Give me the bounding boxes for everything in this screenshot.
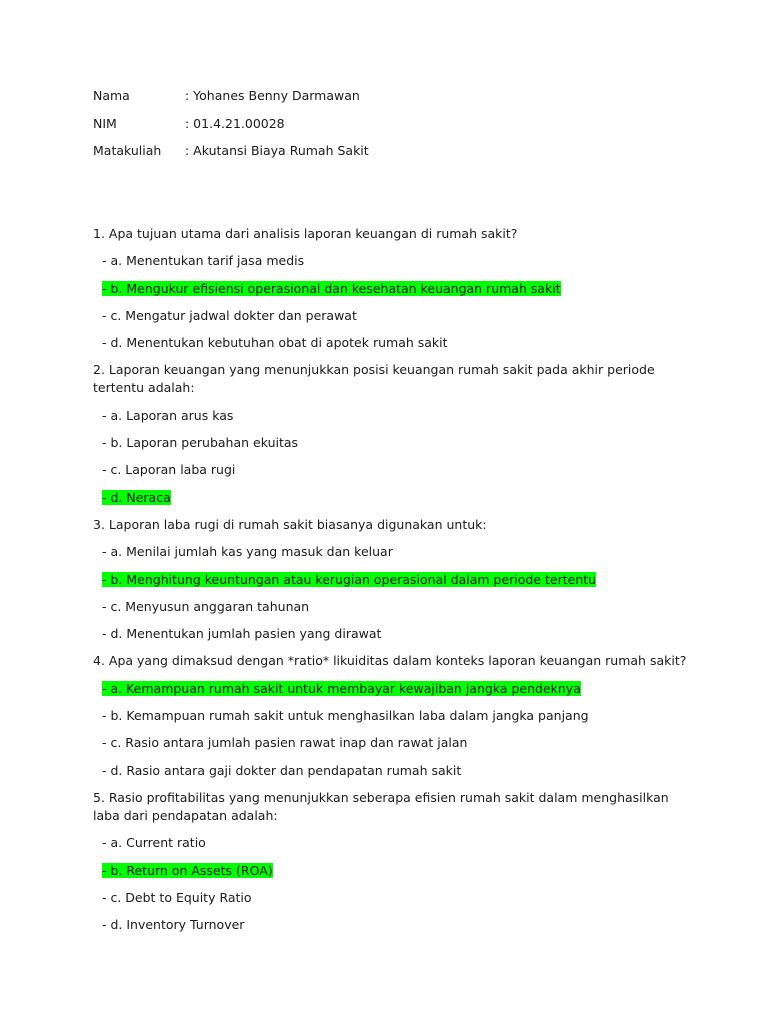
answer-option-highlighted: - b. Menghitung keuntungan atau kerugian operasional dalam periode tertentu: [102, 571, 597, 587]
answer-option: [93, 280, 693, 298]
question-text: 1. Apa tujuan utama dari analisis laporan keuangan di rumah sakit?: [93, 226, 518, 241]
answer-option: [93, 571, 693, 589]
answer-option: [93, 307, 693, 325]
answer-option-text: - a. Laporan arus kas: [102, 407, 234, 423]
info-row: [93, 88, 369, 116]
answer-option-highlighted: - b. Return on Assets (ROA): [102, 862, 273, 878]
info-value: : Yohanes Benny Darmawan: [185, 88, 360, 103]
answer-option-highlighted: - b. Mengukur efisiensi operasional dan kesehatan keuangan rumah sakit: [102, 280, 561, 296]
answer-option-text: - d. Menentukan kebutuhan obat di apotek rumah sakit: [102, 335, 448, 351]
info-row: [93, 143, 369, 171]
answer-option-text: - b. Kemampuan rumah sakit untuk menghasilkan laba dalam jangka panjang: [102, 708, 589, 724]
answer-option-highlighted: - d. Neraca: [102, 489, 171, 505]
answer-option: [93, 334, 693, 352]
question-list: [93, 225, 693, 943]
info-label: Matakuliah: [93, 143, 162, 158]
answer-option: [93, 489, 693, 507]
answer-option: [93, 543, 693, 561]
answer-option: [93, 461, 693, 479]
question-text: 2. Laporan keuangan yang menunjukkan posisi keuangan rumah sakit pada akhir periode tertentu adalah:: [93, 362, 655, 396]
answer-option: [93, 707, 693, 725]
answer-option: [93, 598, 693, 616]
info-label: NIM: [93, 115, 117, 131]
info-value: : Akutansi Biaya Rumah Sakit: [185, 143, 369, 158]
answer-option-text: - c. Debt to Equity Ratio: [102, 889, 252, 905]
answer-option-text: - c. Mengatur jadwal dokter dan perawat: [102, 307, 357, 323]
answer-option: [93, 916, 693, 934]
answer-option-text: - a. Menilai jumlah kas yang masuk dan keluar: [102, 544, 393, 560]
answer-option-text: - c. Rasio antara jumlah pasien rawat inap dan rawat jalan: [102, 735, 468, 751]
answer-option-highlighted: - a. Kemampuan rumah sakit untuk membayar kewajiban jangka pendeknya: [102, 680, 581, 696]
question-text: 5. Rasio profitabilitas yang menunjukkan seberapa efisien rumah sakit dalam menghasilkan laba dari pendapatan adalah:: [93, 789, 669, 823]
student-info: [93, 88, 369, 171]
answer-option: [93, 252, 693, 270]
answer-option: [93, 434, 693, 452]
answer-option: [93, 407, 693, 425]
answer-option: [93, 680, 693, 698]
info-value: : 01.4.21.00028: [185, 115, 285, 131]
answer-option-text: - a. Current ratio: [102, 835, 206, 851]
answer-option: [93, 734, 693, 752]
answer-option: [93, 625, 693, 643]
answer-option-text: - c. Menyusun anggaran tahunan: [102, 598, 310, 614]
answer-option-text: - d. Menentukan jumlah pasien yang dirawat: [102, 626, 382, 642]
question-text: 3. Laporan laba rugi di rumah sakit biasanya digunakan untuk:: [93, 516, 487, 532]
answer-option-text: - d. Inventory Turnover: [102, 917, 245, 933]
answer-option: [93, 889, 693, 907]
info-row: [93, 116, 369, 144]
answer-option-text: - d. Rasio antara gaji dokter dan pendapatan rumah sakit: [102, 762, 462, 778]
answer-option: [93, 834, 693, 852]
answer-option-text: - b. Laporan perubahan ekuitas: [102, 435, 299, 451]
answer-option: [93, 862, 693, 880]
question-text: 4. Apa yang dimaksud dengan *ratio* likuiditas dalam konteks laporan keuangan rumah sakit?: [93, 653, 687, 669]
info-label: Nama: [93, 88, 130, 103]
answer-option: [93, 762, 693, 780]
answer-option-text: - a. Menentukan tarif jasa medis: [102, 253, 305, 269]
answer-option-text: - c. Laporan laba rugi: [102, 462, 236, 478]
